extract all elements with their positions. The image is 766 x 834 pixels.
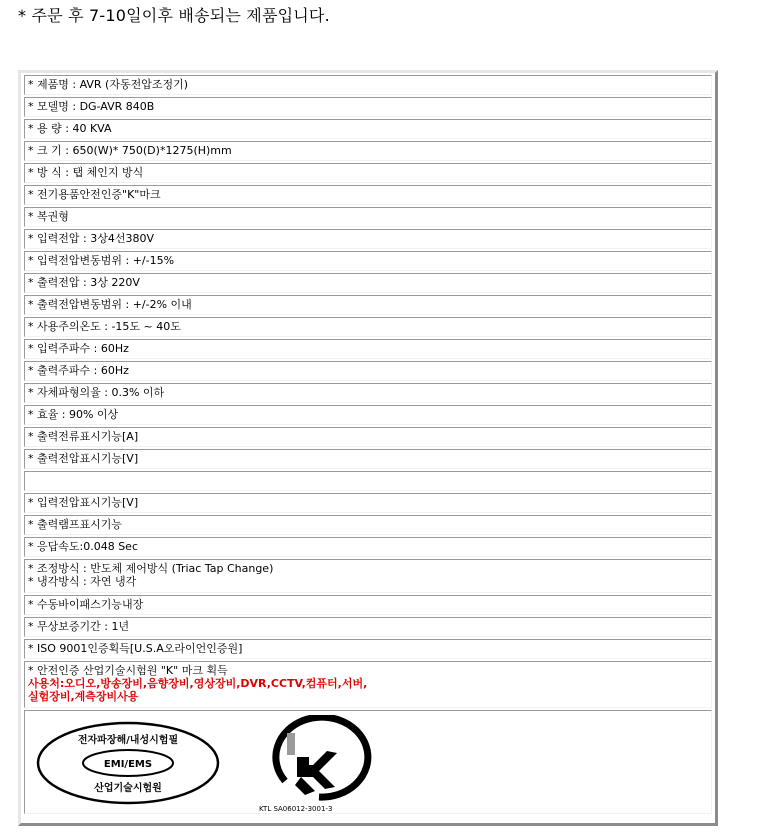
spec-text: * 출력주파수 : 60Hz xyxy=(28,364,129,377)
spec-row xyxy=(24,229,712,249)
spec-control-method: * 조정방식 : 반도체 제어방식 (Triac Tap Change) xyxy=(28,562,274,575)
spec-text: * 자체파형의율 : 0.3% 이하 xyxy=(28,386,165,399)
spec-row-control xyxy=(24,559,712,593)
emi-badge-middle-text: EMI/EMS xyxy=(103,759,153,770)
spec-row xyxy=(24,361,712,381)
spec-text: * 출력전류표시기능[A] xyxy=(28,430,139,443)
spec-row xyxy=(24,595,712,615)
spec-text: * 출력전압표시기능[V] xyxy=(28,452,139,465)
spec-row xyxy=(24,427,712,447)
spec-text: * 모델명 : DG-AVR 840B xyxy=(28,100,155,113)
spec-text: * 응답속도:0.048 Sec xyxy=(28,540,138,553)
spec-row xyxy=(24,75,712,95)
spec-text: * 전기용품안전인증"K"마크 xyxy=(28,188,161,201)
spec-text: * 출력전압변동범위 : +/-2% 이내 xyxy=(28,298,192,311)
spec-text: * 방 식 : 탭 체인지 방식 xyxy=(28,166,144,179)
spec-row xyxy=(24,383,712,403)
spec-table xyxy=(18,70,718,826)
spec-text: * 복권형 xyxy=(28,210,69,223)
spec-row xyxy=(24,515,712,535)
spec-text: * 제품명 : AVR (자동전압조정기) xyxy=(28,78,189,91)
spec-row xyxy=(24,449,712,469)
spec-row xyxy=(24,405,712,425)
spec-text: * 출력램프표시기능 xyxy=(28,518,123,531)
spec-row xyxy=(24,295,712,315)
spec-row xyxy=(24,141,712,161)
spec-text: * 크 기 : 650(W)* 750(D)*1275(H)mm xyxy=(28,144,232,157)
spec-row xyxy=(24,119,712,139)
spec-row xyxy=(24,251,712,271)
k-mark-icon xyxy=(276,717,368,797)
spec-text: * 출력전압 : 3상 220V xyxy=(28,276,140,289)
ktl-k-mark-badge xyxy=(257,715,377,815)
spec-safety-cert: * 안전인증 산업기술시험원 "K" 마크 획득 xyxy=(28,664,228,677)
spec-text: * ISO 9001인증획득[U.S.A오라이언인증원] xyxy=(28,642,243,655)
ktl-certificate-number: KTL SA06012-3001-3 xyxy=(259,805,333,813)
spec-row-safety xyxy=(24,661,712,708)
spec-row xyxy=(24,639,712,659)
spec-text: * 용 량 : 40 KVA xyxy=(28,122,112,135)
spec-text: * 입력전압변동범위 : +/-15% xyxy=(28,254,175,267)
spec-row xyxy=(24,163,712,183)
spec-text: * 무상보증기간 : 1년 xyxy=(28,620,130,633)
spec-cooling-method: * 냉각방식 : 자연 냉각 xyxy=(28,575,137,588)
spec-row xyxy=(24,339,712,359)
spec-table-body xyxy=(24,75,712,814)
spec-row-blank xyxy=(24,471,712,491)
spec-text: * 효율 : 90% 이상 xyxy=(28,408,119,421)
spec-usage-line-2: 실험장비,계측장비사용 xyxy=(28,690,139,703)
spec-text: * 수동바이패스기능내장 xyxy=(28,598,144,611)
spec-row xyxy=(24,273,712,293)
spec-row xyxy=(24,617,712,637)
emi-badge-top-text: 전자파장해/내성시험필 xyxy=(77,735,179,746)
spec-row xyxy=(24,185,712,205)
emi-ems-certification-badge xyxy=(35,721,221,805)
spec-text: * 사용주의온도 : -15도 ~ 40도 xyxy=(28,320,181,333)
spec-row xyxy=(24,537,712,557)
spec-text: * 입력전압표시기능[V] xyxy=(28,496,139,509)
spec-row xyxy=(24,97,712,117)
shipping-notice: * 주문 후 7-10일이후 배송되는 제품입니다. xyxy=(18,6,330,25)
spec-text: * 입력주파수 : 60Hz xyxy=(28,342,129,355)
spec-usage-line-1: 사용처:오디오,방송장비,음향장비,영상장비,DVR,CCTV,컴퓨터,서버, xyxy=(28,677,368,690)
spec-row xyxy=(24,207,712,227)
spec-row xyxy=(24,317,712,337)
spec-text: * 입력전압 : 3상4선380V xyxy=(28,232,154,245)
certification-marks xyxy=(24,710,712,814)
emi-badge-bottom-text: 산업기술시험원 xyxy=(94,783,162,794)
spec-row xyxy=(24,493,712,513)
